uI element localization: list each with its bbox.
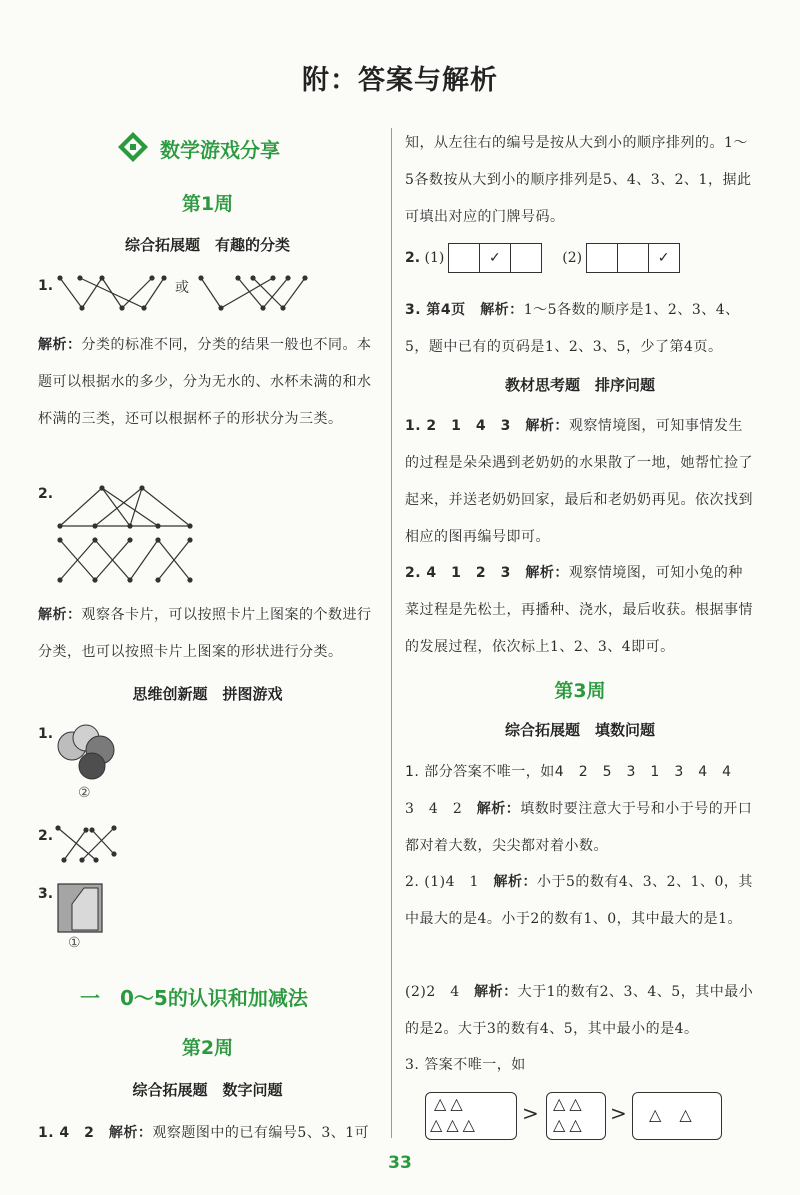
unit-title: 一 0～5的认识和加减法 [80,986,308,1010]
subheading-classification: 综合拓展题 有趣的分类 [124,236,290,254]
part-label: (1) [424,250,445,266]
answer: 1. 2 1 4 3 [405,418,511,434]
analysis-label: 解析： [108,1125,153,1141]
checkbox-answer-row [405,243,755,277]
triangle: △ [569,1094,586,1113]
answer: 1. 4 2 [38,1125,95,1141]
answer-mark: ② [78,785,91,801]
triangle: △ [649,1105,680,1124]
triangle-box-5 [425,1092,517,1140]
triangle: △ [679,1105,710,1124]
answer: (2)2 4 [405,984,460,1000]
q2-analysis [38,597,383,671]
question-number: 2. [405,250,421,266]
continued-text: 知，从左往右的编号是按从大到小的顺序排列的。1～5各数按从大到小的顺序排列是5、4、3、2、1，据此可填出对应的门牌号码。 [405,135,752,225]
analysis-text: 观察情境图，可知小兔的种菜过程是先松土，再播种、浇水，最后收获。根据事情的发展过程，依次标上1、2、3、4即可。 [405,565,753,655]
triangle: △ [462,1115,479,1134]
answer: 2. 4 1 2 3 [405,565,511,581]
analysis-label: 解析： [38,607,82,623]
shaded-square-figure [56,882,104,934]
triangle: △ [450,1094,467,1113]
part-label: (2) [562,250,583,266]
cross-lines-figure [52,822,122,866]
or-label: 或 [175,280,189,296]
answer-box-checked: ✓ [479,243,511,273]
question-number: 1. [38,278,54,294]
analysis-text: 观察各卡片，可以按照卡片上图案的个数进行分类，也可以按照卡片上图案的形状进行分类。 [38,607,372,660]
greater-than-sign: > [522,1101,539,1125]
f2b-answer [405,974,755,1048]
answer: 3. 第4页 [405,302,466,318]
f1-answer [405,791,755,865]
column-divider [391,128,392,1138]
analysis-label: 解析： [474,984,518,1000]
subheading-number-problem: 综合拓展题 数字问题 [132,1081,283,1099]
analysis-label: 解析： [38,337,82,353]
analysis-text: 填数时要注意大于号和小于号的开口都对着大数，尖尖都对着小数。 [405,801,753,854]
answer-mark: ① [68,935,81,951]
overlapping-circles-figure [52,722,120,782]
question-number: 2. [38,828,54,844]
analysis-text: 1～5各数的顺序是1、2、3、4、5，题中已有的页码是1、2、3、5，少了第4页。 [405,302,740,355]
triangle: △ [569,1115,586,1134]
answer: 3 4 2 [405,801,463,817]
matching-diagram-a [52,268,172,318]
section-title: 数学游戏分享 [160,138,280,162]
question-number: 3. [38,886,54,902]
triangle-box-2 [632,1092,722,1140]
answer-box [448,243,480,273]
analysis-text: 小于5的数有4、3、2、1、0，其中最大的是4。小于2的数有1、0，其中最大的是1。 [405,874,753,927]
analysis-label: 解析： [525,418,569,434]
answer-box-checked: ✓ [648,243,680,273]
f3-answer: 3. 答案不唯一，如 [405,1057,526,1073]
f1-line1: 1. 部分答案不唯一，如4 2 5 3 1 3 4 4 [405,764,732,780]
subheading-puzzle: 思维创新题 拼图游戏 [132,685,283,703]
section-diamond-icon [118,132,148,162]
subheading-fill-numbers: 综合拓展题 填数问题 [504,721,655,739]
week2-heading: 第2周 [181,1037,234,1059]
analysis-text: 分类的标准不同，分类的结果一般也不同。本题可以根据水的多少，分为无水的、水杯未满的和水杯满的三类，还可以根据杯子的形状分为三类。 [38,337,372,427]
section-header [118,130,318,164]
greater-than-sign: > [610,1101,627,1125]
analysis-text: 观察情境图，可知事情发生的过程是朵朵遇到老奶奶的水果散了一地，她帮忙捡了起来，并送老奶奶回家，最后和老奶奶再见。依次找到相应的图再编号即可。 [405,418,753,545]
question-number: 1. [38,726,54,742]
answer-box [510,243,542,273]
triangle: △ [446,1115,463,1134]
matching-diagram-b [193,268,313,318]
answer-box [617,243,649,273]
triangle: △ [553,1094,570,1113]
t2-answer [405,555,755,666]
w2-q1 [38,1115,383,1152]
week3-heading: 第3周 [554,680,606,702]
q1-analysis [38,327,383,438]
page-number: 33 [388,1153,412,1173]
week1-heading: 第1周 [181,193,234,215]
t1-answer [405,408,755,556]
analysis-label: 解析： [476,801,521,817]
subheading-ordering: 教材思考题 排序问题 [504,376,655,394]
card-grouping-diagram [50,480,200,590]
analysis-label: 解析： [493,874,537,890]
analysis-label: 解析： [480,302,524,318]
question-number: 2. [38,486,54,502]
answer: 2. (1)4 1 [405,874,479,890]
triangle: △ [430,1115,447,1134]
triangle-box-4 [546,1092,606,1140]
triangle: △ [434,1094,451,1113]
f2-answer [405,864,755,938]
analysis-label: 解析： [525,565,569,581]
q3-answer [405,292,755,366]
analysis-text: 观察题图中的已有编号5、3、1可 [152,1125,370,1141]
triangle: △ [553,1115,570,1134]
analysis-text: 大于1的数有2、3、4、5，其中最小的是2。大于3的数有4、5，其中最小的是4。 [405,984,754,1037]
page-title: 附：答案与解析 [302,65,498,96]
answer-box [586,243,618,273]
